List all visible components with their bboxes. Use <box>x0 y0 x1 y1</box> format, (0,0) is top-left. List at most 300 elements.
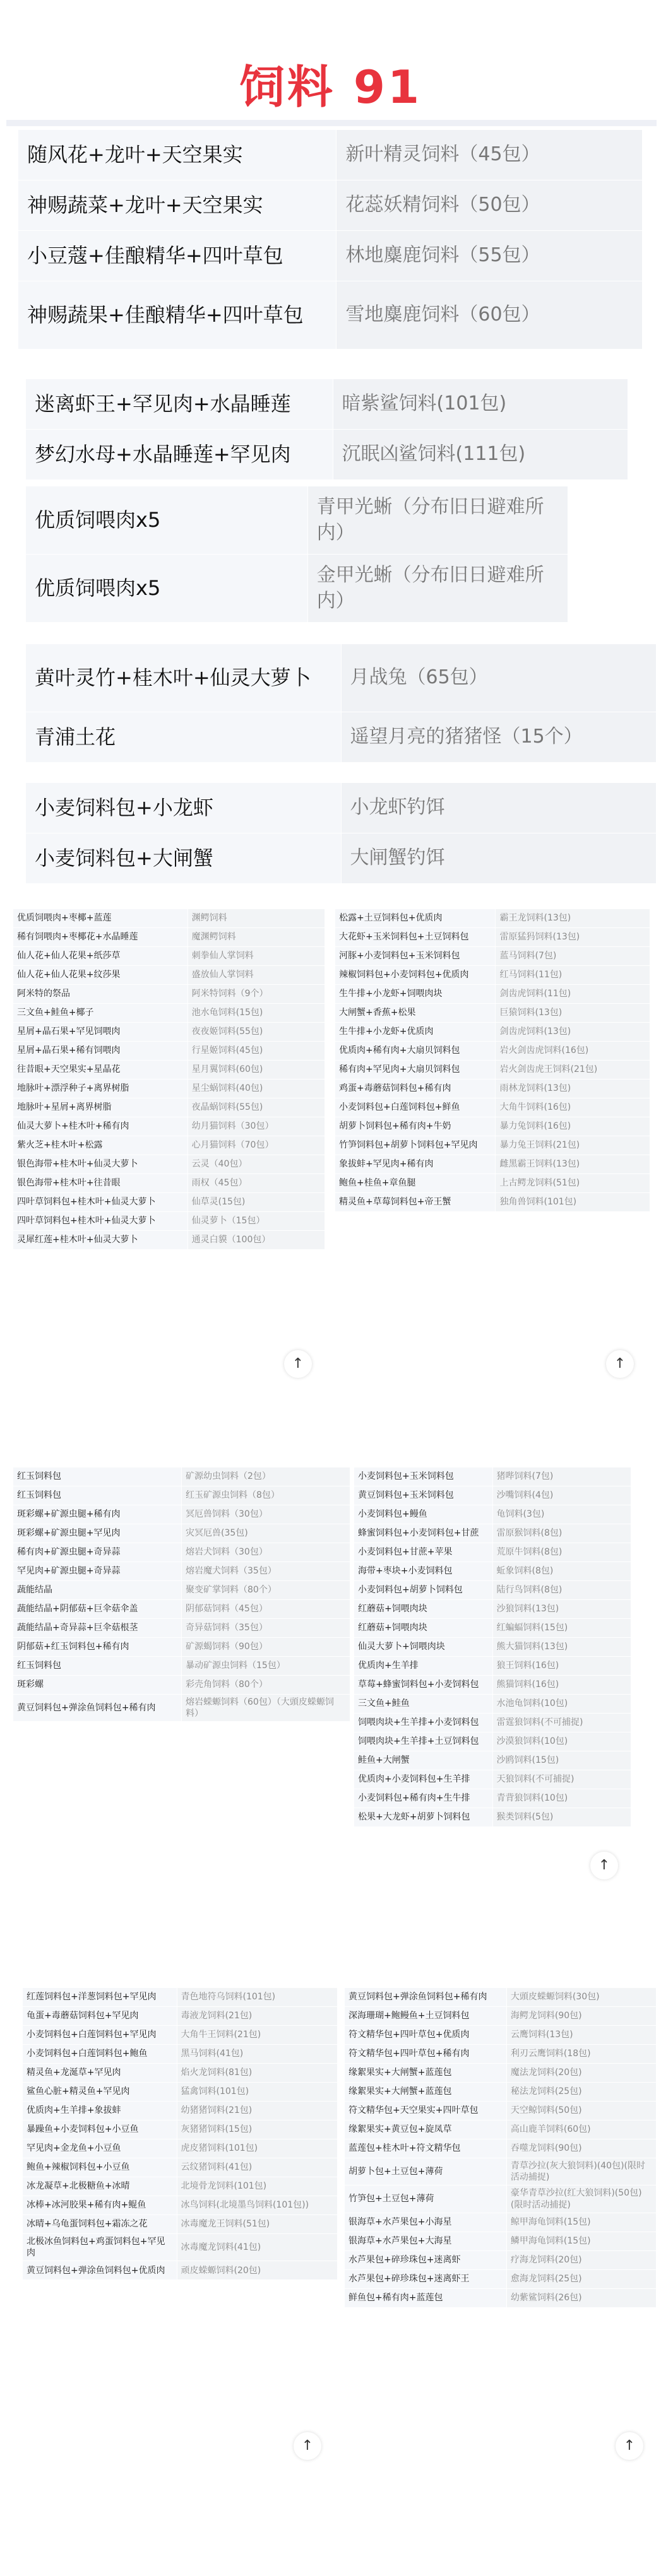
recipe-cell: 鲜鱼包+稀有肉+蓝莲包 <box>345 2288 507 2307</box>
table-row <box>345 2232 657 2250</box>
table-row <box>354 1676 631 1695</box>
recipe-cell: 竹笋包+土豆包+薄荷 <box>345 2185 507 2213</box>
table-row <box>354 1732 631 1751</box>
table-row <box>23 1988 338 2007</box>
feed-cell: 遥望月亮的猪猪怪（15个） <box>341 712 657 763</box>
arrow-up-icon[interactable]: ↑ <box>616 2432 643 2460</box>
feed-cell: 熔岩犬饲料（30包） <box>182 1543 350 1562</box>
recipe-cell: 阴郁菇+红玉饲料包+稀有肉 <box>13 1638 182 1657</box>
recipe-cell: 小麦饲料包+大闸蟹 <box>26 833 342 884</box>
feed-cell: 雨权（45包） <box>188 1174 325 1193</box>
recipe-cell: 小麦饲料包+白莲饲料包+鲜鱼 <box>335 1098 496 1117</box>
feed-cell: 高山鹿羊饲料(60包) <box>506 2120 656 2139</box>
table-row <box>345 2083 657 2102</box>
feed-cell: 灾冥厄兽(35包) <box>182 1524 350 1543</box>
feed-cell: 沙鸥饲料(15包) <box>492 1751 631 1770</box>
table-row <box>26 379 628 430</box>
page-title: 饲料 91 <box>239 61 422 114</box>
feed-cell: 雷原猛犸饲料(13包) <box>496 928 650 947</box>
feed-cell: 雷原猴饲料(8包) <box>492 1524 631 1543</box>
table-row <box>335 909 650 928</box>
recipe-cell: 松露+土豆饲料包+优质肉 <box>335 909 496 928</box>
feed-cell: 红玉矿源虫饲料（8包） <box>182 1486 350 1505</box>
feed-cell: 大角牛王饲料(21包) <box>177 2026 338 2045</box>
recipe-cell: 缘絮果实+大闸蟹+蓝莲包 <box>345 2064 507 2083</box>
feed-table-2 <box>25 379 628 480</box>
recipe-cell: 小麦饲料包+白莲饲料包+罕见肉 <box>23 2026 177 2045</box>
recipe-cell: 蔬能结晶+奇异蒜+巨伞菇根茎 <box>13 1619 182 1638</box>
divider <box>6 120 657 126</box>
recipe-cell: 四叶草饲料包+桂木叶+仙灵大萝卜 <box>13 1193 188 1212</box>
feed-cell: 幼猪猪饲料(21包) <box>177 2102 338 2120</box>
feed-cell: 奇异菇饲料（35包） <box>182 1619 350 1638</box>
table-row <box>354 1467 631 1486</box>
feed-cell: 魔渊鳄饲料 <box>188 928 325 947</box>
feed-cell: 刺拳仙人掌饲料 <box>188 947 325 966</box>
recipe-cell: 辣椒饲料包+小麦饲料包+优质肉 <box>335 966 496 985</box>
recipe-cell: 斑彩螺 <box>13 1676 182 1695</box>
table-row <box>23 2177 338 2196</box>
table-row <box>23 2064 338 2083</box>
table-row <box>13 1098 325 1117</box>
recipe-cell: 黄叶灵竹+桂木叶+仙灵大萝卜 <box>26 644 342 712</box>
table-row <box>345 2213 657 2232</box>
recipe-cell: 生牛排+小龙虾+饲喂肉块 <box>335 985 496 1004</box>
feed-cell: 沙狼饲料(13包) <box>492 1600 631 1619</box>
feed-cell: 狼王饲料(16包) <box>492 1657 631 1676</box>
table-row <box>13 1581 350 1600</box>
feed-cell: 海鳄龙饲料(90包) <box>506 2007 656 2026</box>
table-row <box>26 555 568 623</box>
table-row <box>23 2158 338 2177</box>
recipe-cell: 斑彩螺+矿源虫腿+罕见肉 <box>13 1524 182 1543</box>
feed-cell: 暗紫鲨饲料(101包) <box>333 379 628 430</box>
feed-cell: 青背狼饲料(10包) <box>492 1789 631 1808</box>
recipe-cell: 精灵鱼+草莓饲料包+帝王蟹 <box>335 1193 496 1212</box>
table-row <box>13 1619 350 1638</box>
recipe-cell: 稀有肉+矿源虫腿+奇异蒜 <box>13 1543 182 1562</box>
recipe-cell: 稀有饲喂肉+枣椰花+水晶睡莲 <box>13 928 188 947</box>
recipe-cell: 三文鱼+鲑鱼 <box>354 1695 493 1714</box>
table-row <box>23 2102 338 2120</box>
feed-cell: 沙漠狼饲料(10包) <box>492 1732 631 1751</box>
recipe-cell: 地脉叶+星屑+离界树脂 <box>13 1098 188 1117</box>
recipe-cell: 蓝莲包+桂木叶+符文精华包 <box>345 2139 507 2158</box>
recipe-cell: 红蘑菇+饲喂肉块 <box>354 1619 493 1638</box>
arrow-up-icon[interactable]: ↑ <box>606 1350 634 1378</box>
table-row <box>13 1231 325 1250</box>
feed-cell: 霸王龙饲料(13包) <box>496 909 650 928</box>
feed-cell: 水池龟饲料(10包) <box>492 1695 631 1714</box>
recipe-cell: 黄豆饲料包+弹涂鱼饲料包+优质肉 <box>23 2261 177 2280</box>
recipe-cell: 饲喂肉块+生羊排+小麦饲料包 <box>354 1714 493 1732</box>
recipe-cell: 斑彩螺+矿源虫腿+稀有肉 <box>13 1505 182 1524</box>
recipe-cell: 优质饲喂肉x5 <box>26 555 308 623</box>
table-row <box>26 712 657 763</box>
table-row <box>13 1042 325 1061</box>
recipe-cell: 优质肉+生羊排 <box>354 1657 493 1676</box>
recipe-cell: 大闸蟹+香蕉+松果 <box>335 1004 496 1023</box>
recipe-cell: 随风花+龙叶+天空果实 <box>18 130 336 180</box>
table-row <box>26 833 657 884</box>
feed-cell: 焰火龙饲料(81包) <box>177 2064 338 2083</box>
feed-cell: 阴郁菇饲料（45包） <box>182 1600 350 1619</box>
feed-cell: 大角牛饲料(16包) <box>496 1098 650 1117</box>
feed-cell: 陆行鸟饲料(8包) <box>492 1581 631 1600</box>
feed-cell: 幼紫鲨饲料(26包) <box>506 2288 656 2307</box>
table-row <box>354 1751 631 1770</box>
table-row <box>13 1676 350 1695</box>
table-row <box>345 1988 657 2007</box>
recipe-cell: 灵犀红莲+桂木叶+仙灵大萝卜 <box>13 1231 188 1250</box>
feed-cell: 月战兔（65包） <box>341 644 657 712</box>
table-row <box>13 1023 325 1042</box>
feed-cell: 阿米特饲料（9个） <box>188 985 325 1004</box>
feed-cell: 矿源幼虫饲料（2包） <box>182 1467 350 1486</box>
table-row <box>13 1638 350 1657</box>
table-row <box>335 1174 650 1193</box>
feed-cell: 冰毒魔龙饲料(41包) <box>177 2234 338 2261</box>
recipe-cell: 小麦饲料包+白莲饲料包+鲍鱼 <box>23 2045 177 2064</box>
feed-cell: 青草沙拉(灰大狼饲料)(40包)(限时活动捕捉) <box>506 2158 656 2185</box>
table-row <box>354 1600 631 1619</box>
feed-table-a-left <box>13 909 325 1250</box>
table-row <box>23 2215 338 2234</box>
table-row <box>345 2026 657 2045</box>
feed-cell: 暴力兔王饲料(21包) <box>496 1136 650 1155</box>
table-row <box>23 2083 338 2102</box>
recipe-cell: 紫火芝+桂木叶+松露 <box>13 1136 188 1155</box>
feed-cell: 荒原牛饲料(8包) <box>492 1543 631 1562</box>
feed-cell: 黑马饲料(41包) <box>177 2045 338 2064</box>
recipe-cell: 往昔眼+天空果实+星晶花 <box>13 1061 188 1079</box>
table-row <box>13 909 325 928</box>
recipe-cell: 仙灵大萝卜+饲喂肉块 <box>354 1638 493 1657</box>
feed-cell: 虎皮猪饲料(101包) <box>177 2139 338 2158</box>
feed-cell: 盛放仙人掌饲料 <box>188 966 325 985</box>
table-row <box>335 1155 650 1174</box>
feed-cell: 吞噬龙饲料(90包) <box>506 2139 656 2158</box>
recipe-cell: 河豚+小麦饲料包+玉米饲料包 <box>335 947 496 966</box>
feed-cell: 愈海龙饲料(25包) <box>506 2269 656 2288</box>
table-row <box>13 985 325 1004</box>
recipe-cell: 小麦饲料包+鳗鱼 <box>354 1505 493 1524</box>
table-row <box>26 486 568 555</box>
feed-table-b-right <box>354 1467 631 1827</box>
table-row <box>13 1174 325 1193</box>
recipe-cell: 海带+枣块+小麦饲料包 <box>354 1562 493 1581</box>
recipe-cell: 神赐蔬果+佳酿精华+四叶草包 <box>18 281 336 350</box>
table-row <box>13 1486 350 1505</box>
feed-cell: 猪哔饲料(7包) <box>492 1467 631 1486</box>
table-row <box>18 281 643 350</box>
recipe-cell: 冰晴+乌龟蛋饲料包+霜冻之花 <box>23 2215 177 2234</box>
table-row <box>354 1770 631 1789</box>
recipe-cell: 迷离虾王+罕见肉+水晶睡莲 <box>26 379 333 430</box>
feed-cell: 蓝马饲料(7包) <box>496 947 650 966</box>
recipe-cell: 小豆蔻+佳酿精华+四叶草包 <box>18 231 336 281</box>
feed-cell: 大頭皮蝾螈饲料(30包) <box>506 1988 656 2007</box>
recipe-cell: 红蘑菇+饲喂肉块 <box>354 1600 493 1619</box>
feed-cell: 暴动矿源虫饲料（15包） <box>182 1657 350 1676</box>
feed-cell: 暴力兔饲料(16包) <box>496 1117 650 1136</box>
feed-table-c-left <box>22 1987 338 2280</box>
recipe-cell: 红莲饲料包+洋葱饲料包+罕见肉 <box>23 1988 177 2007</box>
table-row <box>13 1543 350 1562</box>
feed-cell: 花蕊妖精饲料（50包） <box>336 180 643 231</box>
table-row <box>13 947 325 966</box>
feed-cell: 大闸蟹钓饵 <box>341 833 657 884</box>
table-row <box>354 1505 631 1524</box>
recipe-cell: 鲑鱼+大闸蟹 <box>354 1751 493 1770</box>
feed-cell: 彩壳角饲料（80个） <box>182 1676 350 1695</box>
table-row <box>13 1505 350 1524</box>
feed-cell: 夜夜姬饲料(55包) <box>188 1023 325 1042</box>
recipe-cell: 精灵鱼+龙涎草+罕见肉 <box>23 2064 177 2083</box>
feed-cell: 青色地符乌饲料(101包) <box>177 1988 338 2007</box>
feed-cell: 毒液龙饲料(21包) <box>177 2007 338 2026</box>
recipe-cell: 罕见肉+金龙鱼+小豆鱼 <box>23 2139 177 2158</box>
feed-cell: 天空鲸饲料(50包) <box>506 2102 656 2120</box>
table-row <box>354 1619 631 1638</box>
feed-cell: 云鹰饲料(13包) <box>506 2026 656 2045</box>
feed-cell: 夜晶蜗饲料(55包) <box>188 1098 325 1117</box>
recipe-cell: 仙人花+仙人花果+纹莎果 <box>13 966 188 985</box>
feed-cell: 红蝙蝠饲料(15包) <box>492 1619 631 1638</box>
recipe-cell: 饲喂肉块+生羊排+土豆饲料包 <box>354 1732 493 1751</box>
recipe-cell: 优质肉+小麦饲料包+生羊排 <box>354 1770 493 1789</box>
feed-cell: 聚变矿掌饲料（80个） <box>182 1581 350 1600</box>
recipe-cell: 红玉饲料包 <box>13 1657 182 1676</box>
table-row <box>354 1562 631 1581</box>
recipe-cell: 符文精华包+四叶草包+稀有肉 <box>345 2045 507 2064</box>
table-row <box>345 2102 657 2120</box>
feed-cell: 龟饲料(3包) <box>492 1505 631 1524</box>
feed-table-c-right <box>344 1987 657 2308</box>
feed-cell: 仙草灵(15包) <box>188 1193 325 1212</box>
recipe-cell: 青浦土花 <box>26 712 342 763</box>
recipe-cell: 红玉饲料包 <box>13 1467 182 1486</box>
table-row <box>23 2026 338 2045</box>
recipe-cell: 小麦饲料包+稀有肉+生牛排 <box>354 1789 493 1808</box>
feed-cell: 心月猫饲料（70包） <box>188 1136 325 1155</box>
table-row <box>345 2139 657 2158</box>
feed-cell: 岩火剑齿虎王饲料(21包) <box>496 1061 650 1079</box>
table-row <box>13 966 325 985</box>
table-row <box>354 1524 631 1543</box>
table-row <box>345 2045 657 2064</box>
recipe-cell: 银色海带+桂木叶+仙灵大萝卜 <box>13 1155 188 1174</box>
table-row <box>335 985 650 1004</box>
recipe-cell: 鲍鱼+桂鱼+章鱼腿 <box>335 1174 496 1193</box>
table-row <box>335 1136 650 1155</box>
table-row <box>23 2045 338 2064</box>
recipe-cell: 缘絮果实+大闸蟹+蓝莲包 <box>345 2083 507 2102</box>
table-row <box>23 2261 338 2280</box>
feed-cell: 雌黑霸王饲料(13包) <box>496 1155 650 1174</box>
recipe-cell: 小麦饲料包+小龙虾 <box>26 783 342 833</box>
feed-cell: 云纹猪饲料(41包) <box>177 2158 338 2177</box>
recipe-cell: 冰龙凝草+北极糖鱼+冰晴 <box>23 2177 177 2196</box>
feed-cell: 熔岩蝾螈饲料（60包）（大頭皮蝾螈饲料） <box>182 1695 350 1722</box>
feed-cell: 魔法龙饲料(20包) <box>506 2064 656 2083</box>
recipe-cell: 鲨鱼心脏+精灵鱼+罕见肉 <box>23 2083 177 2102</box>
feed-cell: 蚯象饲料(8包) <box>492 1562 631 1581</box>
feed-cell: 巨猿饲料(13包) <box>496 1004 650 1023</box>
feed-table-a-right <box>335 909 650 1212</box>
arrow-up-icon[interactable]: ↑ <box>590 1852 618 1879</box>
recipe-cell: 黄豆饲料包+弹涂鱼饲料包+稀有肉 <box>13 1695 182 1722</box>
recipe-cell: 银海草+水芦果包+大海星 <box>345 2232 507 2250</box>
recipe-cell: 小麦饲料包+玉米饲料包 <box>354 1467 493 1486</box>
feed-cell: 熊猫饲料(16包) <box>492 1676 631 1695</box>
recipe-cell: 三文鱼+鲑鱼+椰子 <box>13 1004 188 1023</box>
table-row <box>18 180 643 231</box>
table-row <box>335 928 650 947</box>
recipe-cell: 罕见肉+矿源虫腿+奇异蒜 <box>13 1562 182 1581</box>
recipe-cell: 阿米特的祭品 <box>13 985 188 1004</box>
feed-cell: 池水龟饲料(15包) <box>188 1004 325 1023</box>
feed-cell: 熊大猫饲料(13包) <box>492 1638 631 1657</box>
table-row <box>335 1098 650 1117</box>
recipe-cell: 水芦果包+碎珍珠包+迷离虾 <box>345 2250 507 2269</box>
table-row <box>13 1695 350 1722</box>
table-row <box>13 1212 325 1231</box>
recipe-cell: 暴躁鱼+小麦饲料包+小豆鱼 <box>23 2120 177 2139</box>
feed-table-b-left <box>13 1467 350 1722</box>
feed-cell: 鳞甲海龟饲料(15包) <box>506 2232 656 2250</box>
recipe-cell: 黄豆饲料包+弹涂鱼饲料包+稀有肉 <box>345 1988 507 2007</box>
recipe-cell: 水芦果包+碎珍珠包+迷离虾王 <box>345 2269 507 2288</box>
recipe-cell: 四叶草饲料包+桂木叶+仙灵大萝卜 <box>13 1212 188 1231</box>
feed-cell: 行星姬饲料(45包) <box>188 1042 325 1061</box>
recipe-cell: 胡萝卜包+土豆包+薄荷 <box>345 2158 507 2185</box>
feed-cell: 利刃云鹰饲料(18包) <box>506 2045 656 2064</box>
recipe-cell: 仙人花+仙人花果+纸莎草 <box>13 947 188 966</box>
recipe-cell: 银海草+水芦果包+小海星 <box>345 2213 507 2232</box>
table-row <box>354 1657 631 1676</box>
table-row <box>13 1657 350 1676</box>
feed-cell: 金甲光蜥（分布旧日避难所内） <box>307 555 568 623</box>
recipe-cell: 银色海带+桂木叶+往昔眼 <box>13 1174 188 1193</box>
recipe-cell: 小麦饲料包+胡萝卜饲料包 <box>354 1581 493 1600</box>
recipe-cell: 优质肉+生羊排+象拔蚌 <box>23 2102 177 2120</box>
feed-cell: 星月翼饲料(60包) <box>188 1061 325 1079</box>
feed-cell: 雪地麋鹿饲料（60包） <box>336 281 643 350</box>
recipe-cell: 稀有肉+罕见肉+大扇贝饲料包 <box>335 1061 496 1079</box>
recipe-cell: 仙灵大萝卜+桂木叶+稀有肉 <box>13 1117 188 1136</box>
recipe-cell: 胡萝卜饲料包+稀有肉+牛奶 <box>335 1117 496 1136</box>
feed-cell: 沙嘴饲料(4包) <box>492 1486 631 1505</box>
recipe-cell: 优质饲喂肉+枣椰+蓝莲 <box>13 909 188 928</box>
feed-cell: 渊鳄饲料 <box>188 909 325 928</box>
table-row <box>345 2269 657 2288</box>
feed-cell: 雷霆狼饲料(不可捕捉) <box>492 1714 631 1732</box>
recipe-cell: 星屑+晶石果+稀有饲喂肉 <box>13 1042 188 1061</box>
recipe-cell: 象拔蚌+罕见肉+稀有肉 <box>335 1155 496 1174</box>
table-row <box>13 1061 325 1079</box>
feed-cell: 顽皮蝾螈饲料(20包) <box>177 2261 338 2280</box>
table-row <box>13 1155 325 1174</box>
table-row <box>13 1524 350 1543</box>
recipe-cell: 鸡蛋+毒蘑菇饲料包+稀有肉 <box>335 1079 496 1098</box>
feed-cell: 熔岩魔犬饲料（35包） <box>182 1562 350 1581</box>
recipe-cell: 深海珊瑚+鲍鳗鱼+土豆饲料包 <box>345 2007 507 2026</box>
table-row <box>354 1714 631 1732</box>
table-row <box>13 1079 325 1098</box>
table-row <box>23 2196 338 2215</box>
table-row <box>26 783 657 833</box>
table-row <box>26 430 628 480</box>
arrow-up-icon[interactable]: ↑ <box>284 1350 312 1378</box>
table-row <box>335 947 650 966</box>
feed-cell: 林地麋鹿饲料（55包） <box>336 231 643 281</box>
table-row <box>345 2064 657 2083</box>
table-row <box>354 1695 631 1714</box>
table-row <box>354 1581 631 1600</box>
feed-cell: 豪华青草沙拉(红大狼饲料)(50包)(限时活动捕捉) <box>506 2185 656 2213</box>
feed-cell: 猴类饲料(5包) <box>492 1808 631 1827</box>
table-row <box>335 1004 650 1023</box>
feed-cell: 灰猪猪饲料(15包) <box>177 2120 338 2139</box>
recipe-cell: 红玉饲料包 <box>13 1486 182 1505</box>
recipe-cell: 神赐蔬菜+龙叶+天空果实 <box>18 180 336 231</box>
feed-cell: 独角兽饲料(101包) <box>496 1193 650 1212</box>
table-row <box>335 1023 650 1042</box>
recipe-cell: 黄豆饲料包+玉米饲料包 <box>354 1486 493 1505</box>
feed-cell: 岩火剑齿虎饲料(16包) <box>496 1042 650 1061</box>
table-row <box>335 1061 650 1079</box>
table-row <box>13 928 325 947</box>
feed-cell: 云灵（40包） <box>188 1155 325 1174</box>
feed-cell: 冰毒魔龙王饲料(51包) <box>177 2215 338 2234</box>
feed-cell: 冰鸟饲料(北境墨鸟饲料(101包)) <box>177 2196 338 2215</box>
table-row <box>13 1117 325 1136</box>
recipe-cell: 小麦饲料包+甘蔗+苹果 <box>354 1543 493 1562</box>
table-row <box>354 1543 631 1562</box>
table-row <box>13 1004 325 1023</box>
feed-table-4 <box>25 644 657 763</box>
recipe-cell: 草莓+蜂蜜饲料包+小麦饲料包 <box>354 1676 493 1695</box>
table-row <box>354 1486 631 1505</box>
feed-cell: 北境骨龙饲料(101包) <box>177 2177 338 2196</box>
recipe-cell: 冰棒+冰河胶果+稀有肉+鲲鱼 <box>23 2196 177 2215</box>
feed-table-1 <box>18 129 643 350</box>
feed-cell: 矿源蝎饲料（90包） <box>182 1638 350 1657</box>
arrow-up-icon[interactable]: ↑ <box>294 2432 321 2460</box>
feed-cell: 幼月猫饲料（30包） <box>188 1117 325 1136</box>
table-row <box>345 2120 657 2139</box>
feed-cell: 秘法龙饲料(25包) <box>506 2083 656 2102</box>
feed-cell: 仙灵萝卜（15包） <box>188 1212 325 1231</box>
recipe-cell: 鲍鱼+辣椒饲料包+小豆鱼 <box>23 2158 177 2177</box>
feed-cell: 星尘蜗饲料(40包) <box>188 1079 325 1098</box>
feed-cell: 猛禽饲料(101包) <box>177 2083 338 2102</box>
table-row <box>13 1193 325 1212</box>
table-row <box>23 2007 338 2026</box>
feed-cell: 沉眠凶鲨饲料(111包) <box>333 430 628 480</box>
feed-cell: 上古鳄龙饲料(51包) <box>496 1174 650 1193</box>
feed-cell: 红马饲料(11包) <box>496 966 650 985</box>
recipe-cell: 地脉叶+漂浮种子+离界树脂 <box>13 1079 188 1098</box>
recipe-cell: 梦幻水母+水晶睡莲+罕见肉 <box>26 430 333 480</box>
table-row <box>335 1193 650 1212</box>
table-row <box>26 644 657 712</box>
table-row <box>13 1136 325 1155</box>
table-row <box>13 1562 350 1581</box>
table-row <box>354 1808 631 1827</box>
feed-cell: 疗海龙饲料(20包) <box>506 2250 656 2269</box>
